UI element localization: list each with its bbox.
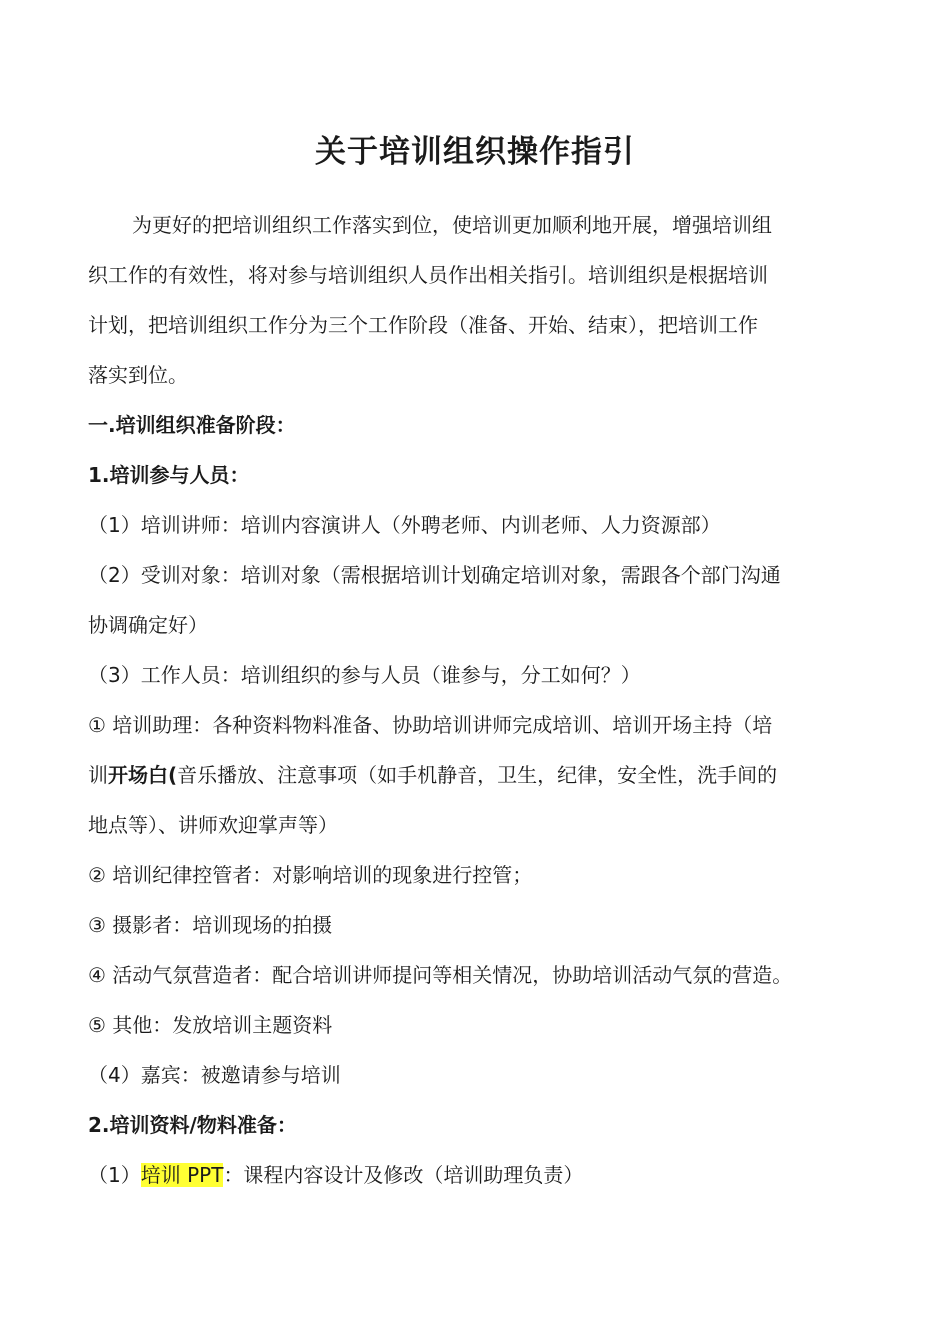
intro-line-3: 计划，把培训组织工作分为三个工作阶段（准备、开始、结束），把培训工作 bbox=[88, 313, 758, 337]
material-ppt-highlight: 培训 PPT bbox=[140, 1163, 224, 1187]
subsection-2-heading: 2.培训资料/物料准备： bbox=[88, 1113, 297, 1137]
item-staff: （3）工作人员：培训组织的参与人员（谁参与，分工如何？） bbox=[88, 663, 641, 687]
opening-speech-label: 开场白( bbox=[108, 763, 178, 787]
section-1-heading: 一.培训组织准备阶段： bbox=[88, 413, 296, 437]
role-assistant-details: 音乐播放、注意事项（如手机静音，卫生，纪律，安全性，洗手间的 bbox=[177, 763, 778, 787]
item-trainee-line-1: （2）受训对象：培训对象（需根据培训计划确定培训对象，需跟各个部门沟通 bbox=[88, 563, 781, 587]
material-ppt-prefix: （1） bbox=[88, 1163, 141, 1187]
item-trainee-line-2: 协调确定好） bbox=[88, 613, 208, 637]
intro-line-2: 织工作的有效性，将对参与培训组织人员作出相关指引。培训组织是根据培训 bbox=[88, 263, 768, 287]
role-assistant-line-1: ① 培训助理：各种资料物料准备、协助培训讲师完成培训、培训开场主持（培 bbox=[88, 713, 773, 737]
item-trainer: （1）培训讲师：培训内容演讲人（外聘老师、内训老师、人力资源部） bbox=[88, 513, 721, 537]
material-ppt bbox=[88, 1160, 583, 1190]
material-ppt-detail: ：课程内容设计及修改（培训助理负责） bbox=[223, 1163, 584, 1187]
intro-line-4: 落实到位。 bbox=[88, 363, 188, 387]
role-discipline: ② 培训纪律控管者：对影响培训的现象进行控管； bbox=[88, 863, 533, 887]
item-guests: （4）嘉宾：被邀请参与培训 bbox=[88, 1063, 341, 1087]
role-atmosphere: ④ 活动气氛营造者：配合培训讲师提问等相关情况，协助培训活动气氛的营造。 bbox=[88, 963, 793, 987]
intro-line-1: 为更好的把培训组织工作落实到位，使培训更加顺利地开展，增强培训组 bbox=[132, 213, 772, 237]
role-assistant-line-3: 地点等）、讲师欢迎掌声等） bbox=[88, 813, 338, 837]
role-assistant-line-2 bbox=[88, 760, 777, 790]
document-title: 关于培训组织操作指引 bbox=[315, 134, 635, 170]
role-other: ⑤ 其他：发放培训主题资料 bbox=[88, 1013, 333, 1037]
role-assistant-prefix: 训 bbox=[88, 763, 108, 787]
subsection-1-heading: 1.培训参与人员： bbox=[88, 463, 250, 487]
role-photographer: ③ 摄影者：培训现场的拍摄 bbox=[88, 913, 333, 937]
